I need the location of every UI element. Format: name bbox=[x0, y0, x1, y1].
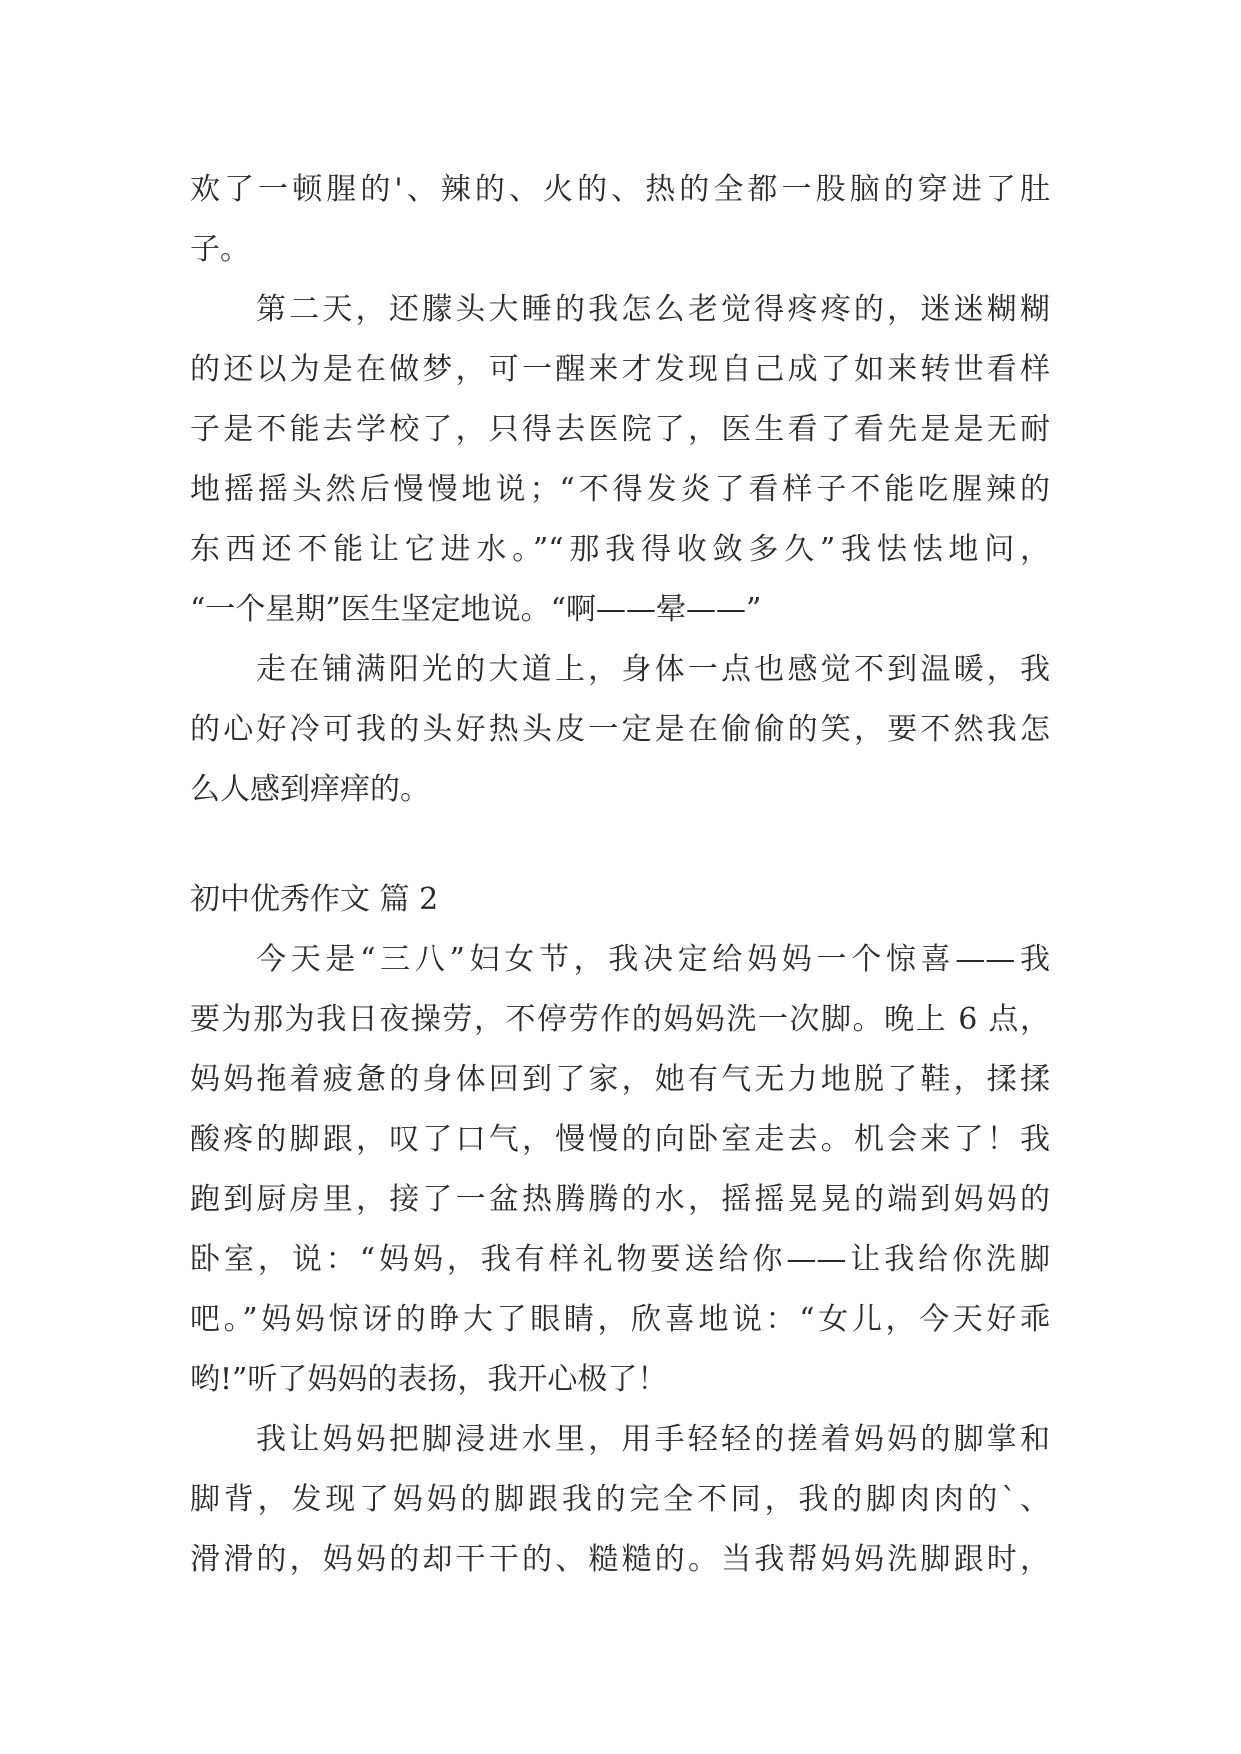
text-line: 要为那为我日夜操劳，不停劳作的妈妈洗一次脚。晚上 6 点， bbox=[190, 1002, 1050, 1037]
paragraph-start-line: 走在铺满阳光的大道上，身体一点也感觉不到温暖，我 bbox=[256, 652, 1050, 687]
text-line: 的还以为是在做梦，可一醒来才发现自己成了如来转世看样 bbox=[190, 352, 1050, 387]
paragraph-start-line: 第二天，还朦头大睡的我怎么老觉得疼疼的，迷迷糊糊 bbox=[256, 292, 1050, 327]
text-line: “一个星期”医生坚定地说。“啊——晕——” bbox=[190, 592, 762, 627]
text-line: 酸疼的脚跟，叹了口气，慢慢的向卧室走去。机会来了！我 bbox=[190, 1122, 1050, 1157]
text-line: 卧室，说：“妈妈，我有样礼物要送给你——让我给你洗脚 bbox=[190, 1242, 1050, 1277]
text-line: 哟!”听了妈妈的表扬，我开心极了！ bbox=[190, 1362, 668, 1397]
text-line: 子是不能去学校了，只得去医院了，医生看了看先是是无耐 bbox=[190, 412, 1050, 447]
text-line: 妈妈拖着疲惫的身体回到了家，她有气无力地脱了鞋，揉揉 bbox=[190, 1062, 1050, 1097]
text-line: 地摇摇头然后慢慢地说；“不得发炎了看样子不能吃腥辣的 bbox=[190, 472, 1050, 507]
text-line: 么人感到痒痒的。 bbox=[190, 772, 430, 807]
text-line: 吧。”妈妈惊讶的睁大了眼睛，欣喜地说：“女儿，今天好乖 bbox=[190, 1302, 1050, 1337]
section-heading: 初中优秀作文 篇 2 bbox=[190, 882, 439, 917]
text-line: 脚背，发现了妈妈的脚跟我的完全不同，我的脚肉肉的`、 bbox=[190, 1482, 1050, 1517]
text-line: 跑到厨房里，接了一盆热腾腾的水，摇摇晃晃的端到妈妈的 bbox=[190, 1182, 1050, 1217]
text-line: 子。 bbox=[190, 232, 250, 267]
text-line: 欢了一顿腥的'、辣的、火的、热的全都一股脑的穿进了肚 bbox=[190, 172, 1050, 207]
paragraph-start-line: 我让妈妈把脚浸进水里，用手轻轻的搓着妈妈的脚掌和 bbox=[256, 1422, 1050, 1457]
text-line: 的心好冷可我的头好热头皮一定是在偷偷的笑，要不然我怎 bbox=[190, 712, 1050, 747]
paragraph-start-line: 今天是“三八”妇女节，我决定给妈妈一个惊喜——我 bbox=[256, 942, 1050, 977]
text-line: 滑滑的，妈妈的却干干的、糙糙的。当我帮妈妈洗脚跟时， bbox=[190, 1542, 1050, 1577]
text-line: 东西还不能让它进水。”“那我得收敛多久”我怯怯地问， bbox=[190, 532, 1050, 567]
